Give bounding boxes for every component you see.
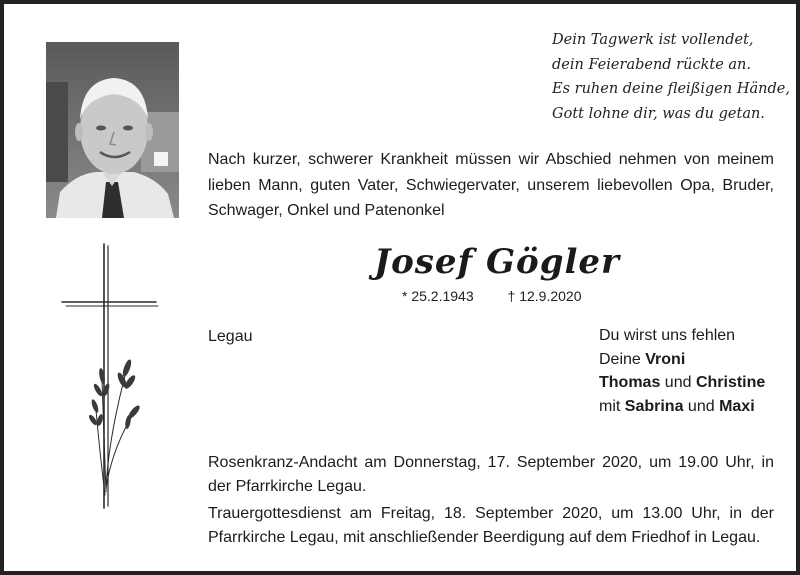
intro-text: Nach kurzer, schwerer Krankheit müssen wir Abschied nehmen von meinem lieben Mann, guten Vater, Schwiegervater, unserem liebevollen Opa, Bruder, Schwager, Onkel und Patenonkel [208, 151, 774, 219]
portrait-photo [46, 42, 179, 218]
family-member-name: Maxi [719, 397, 755, 415]
family-prefix: mit [599, 397, 621, 415]
poem-line: dein Feierabend rückte an. [552, 56, 751, 73]
funeral-info: Trauergottesdienst am Freitag, 18. September 2020, um 13.00 Uhr, in der Pfarrkirche Legau, mit anschließender Beerdigung auf dem Friedhof in Legau. [208, 505, 774, 546]
poem-line: Gott lohne dir, was du getan. [552, 105, 765, 122]
family-joiner: und [687, 397, 715, 415]
cross-with-wheat-icon [60, 240, 160, 512]
family-joiner: und [664, 374, 692, 391]
family-prefix: Deine [599, 350, 641, 368]
place-name: Legau [208, 328, 253, 345]
family-line-grandchildren [599, 395, 765, 419]
rosary-info: Rosenkranz-Andacht am Donnerstag, 17. September 2020, um 19.00 Uhr, in der Pfarrkirche Legau. [208, 454, 774, 495]
family-member-name: Thomas [599, 374, 661, 391]
family-member-name: Vroni [645, 350, 686, 368]
poem [552, 28, 792, 126]
deceased-name: Josef Gögler [374, 242, 620, 282]
poem-line: Dein Tagwerk ist vollendet, [552, 32, 754, 48]
portrait-image [46, 42, 179, 218]
family-signature [599, 324, 765, 418]
service-info [208, 451, 774, 553]
family-line-wife [599, 348, 765, 372]
life-dates [402, 288, 581, 304]
poem-line: Es ruhen deine fleißigen Hände, [552, 81, 790, 97]
birth-date: * 25.2.1943 [402, 288, 474, 304]
family-member-name: Christine [695, 374, 766, 391]
death-date: † 12.9.2020 [507, 288, 582, 304]
family-line-farewell: Du wirst uns fehlen [599, 327, 736, 344]
family-line-children [599, 371, 765, 395]
cross-icon [60, 240, 160, 512]
family-member-name: Sabrina [624, 397, 684, 415]
